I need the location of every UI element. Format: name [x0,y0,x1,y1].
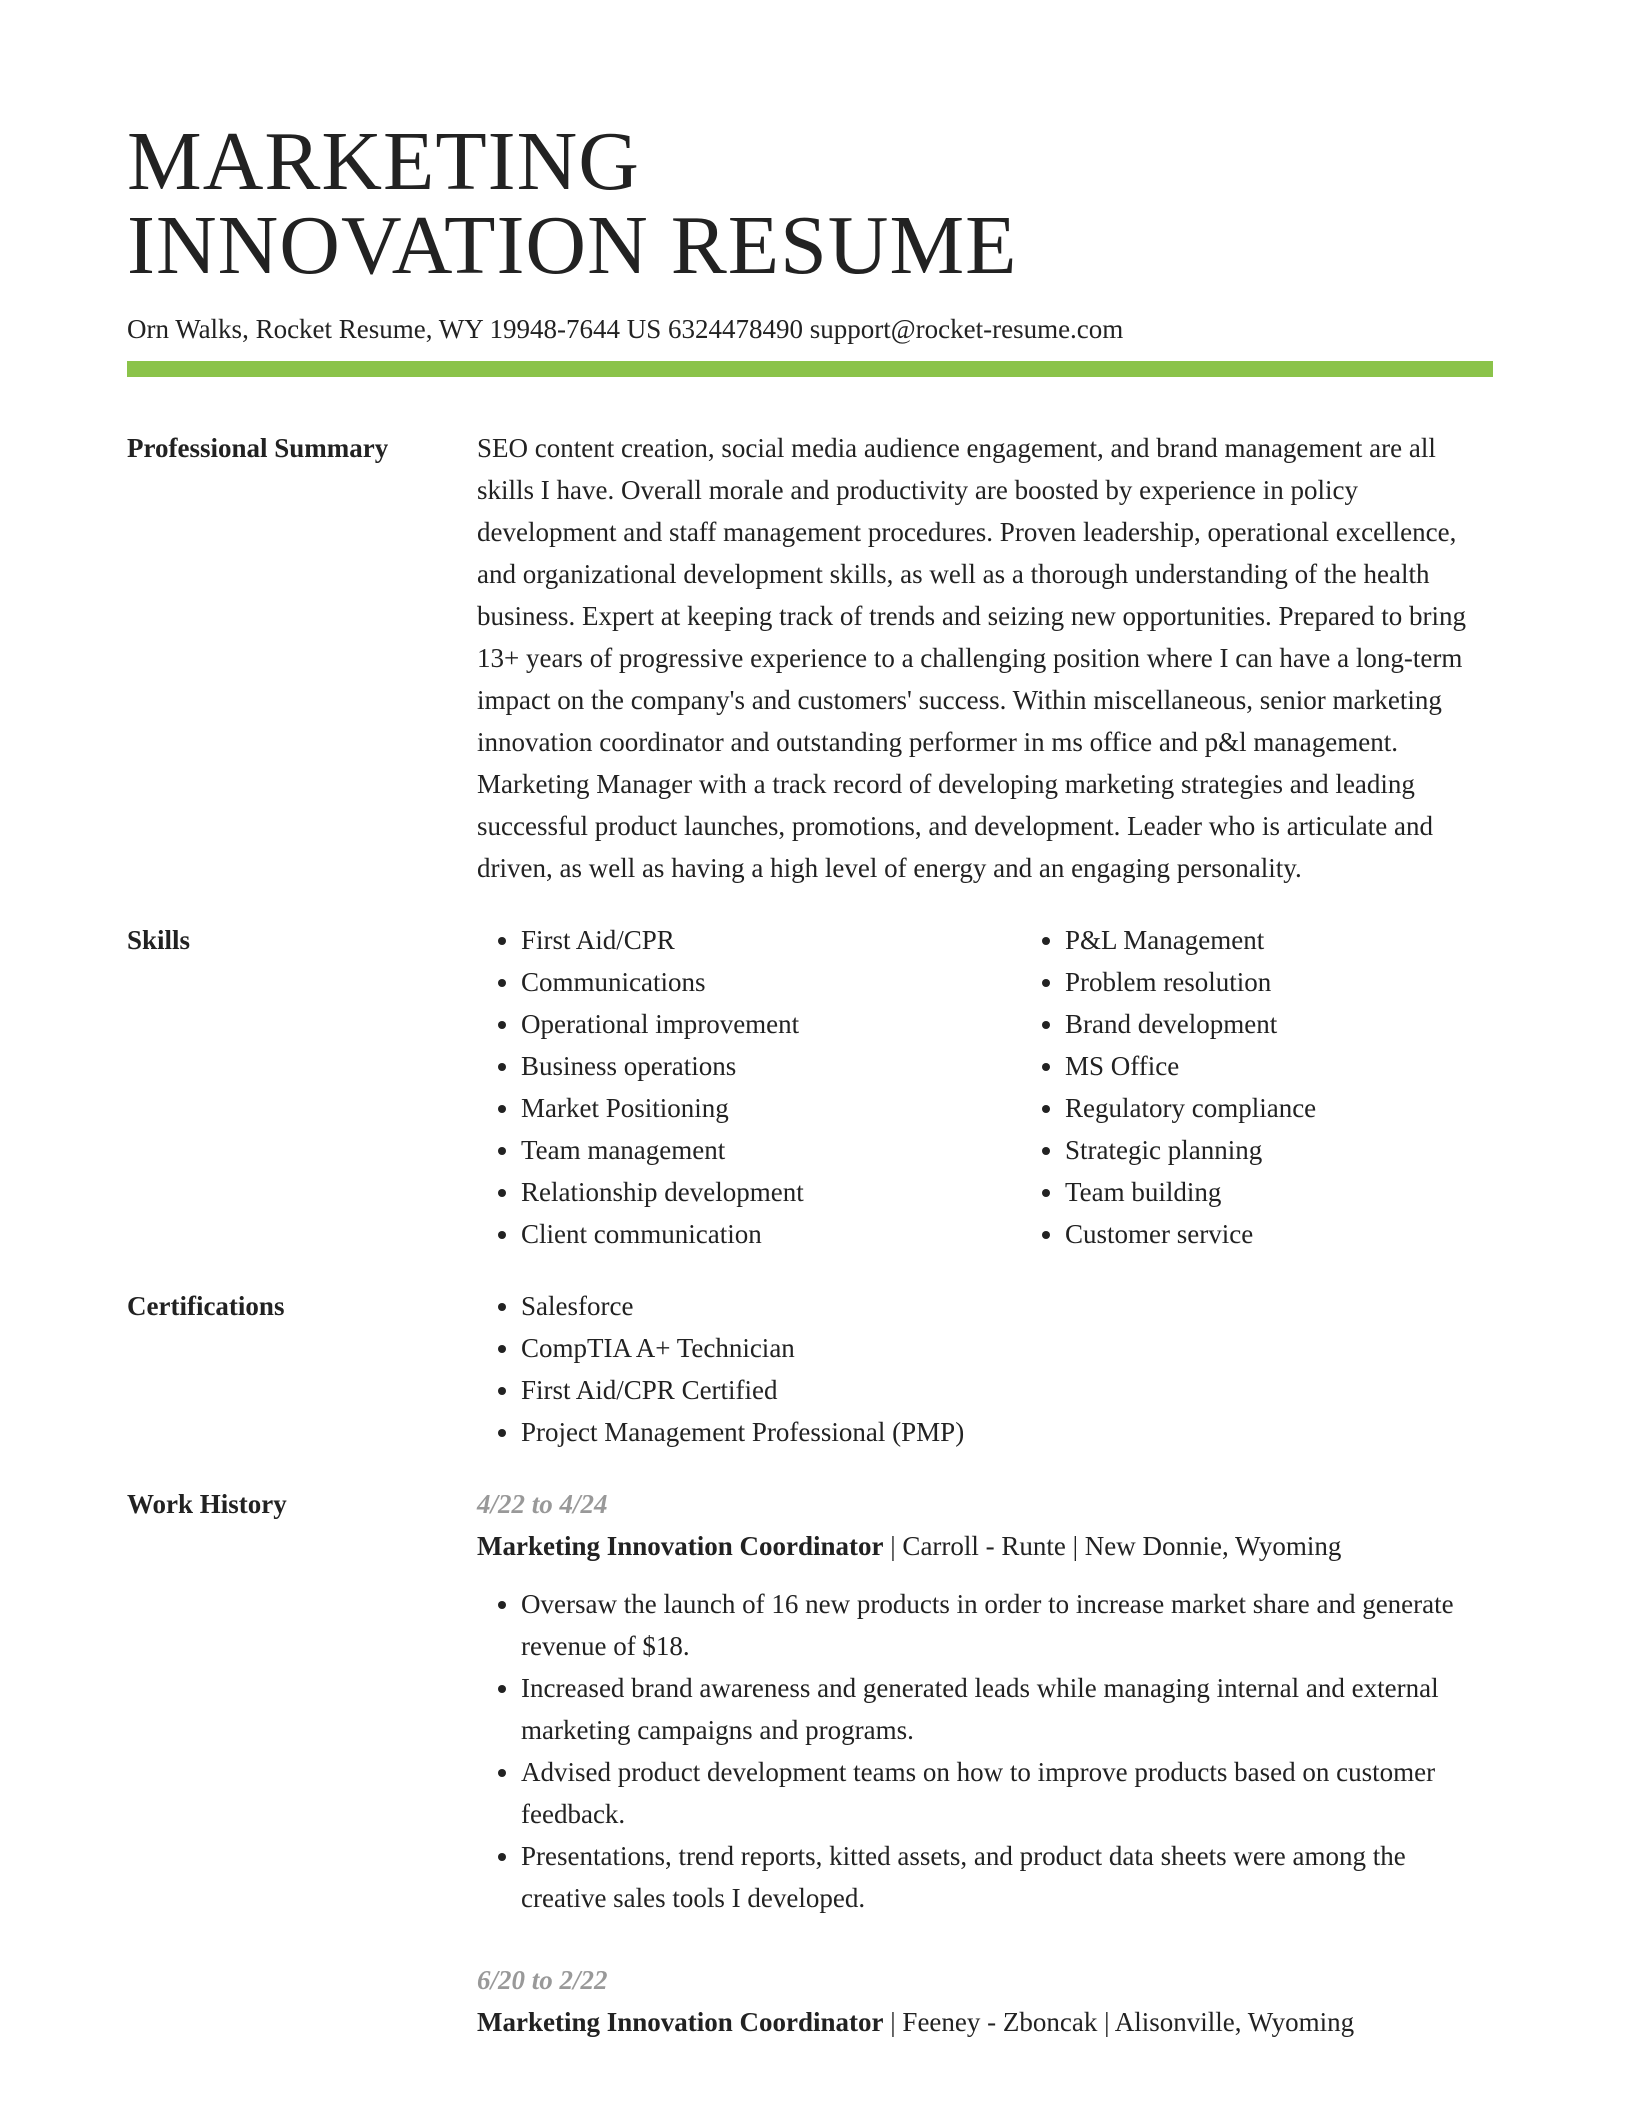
job-title: Marketing Innovation Coordinator [477,1531,884,1561]
skill-item: • Team building [1065,1171,1565,1213]
job-details: | Carroll - Runte | New Donnie, Wyoming [883,1531,1342,1561]
job-title: Marketing Innovation Coordinator [477,2007,884,2037]
skill-item: • Operational improvement [521,1003,1021,1045]
work-history-section [127,1483,1493,2043]
job-bullet: • Oversaw the launch of 16 new products in order to increase market share and generate revenue of $18. [521,1583,1493,1667]
skills-section [127,919,1493,1255]
resume-page [127,115,1493,2043]
certification-item: • CompTIA A+ Technician [521,1327,1493,1369]
skill-item: • MS Office [1065,1045,1565,1087]
job-bullet: • Presentations, trend reports, kitted assets, and product data sheets were among the creative sales tools I developed. [521,1835,1493,1919]
work-history-label: Work History [127,1489,287,1519]
skill-item: • Brand development [1065,1003,1565,1045]
job-bullets [477,1583,1493,1919]
skill-item: • Customer service [1065,1213,1565,1255]
skill-item: • Communications [521,961,1021,1003]
skill-item: • Strategic planning [1065,1129,1565,1171]
accent-divider [127,361,1493,377]
certification-item: • Salesforce [521,1285,1493,1327]
job-entry [477,1959,1493,2043]
job-details: | Feeney - Zboncak | Alisonville, Wyoming [883,2007,1355,2037]
skill-item: • Problem resolution [1065,961,1565,1003]
skill-item: • Regulatory compliance [1065,1087,1565,1129]
skill-item: • Business operations [521,1045,1021,1087]
resume-title [127,115,1493,292]
skills-columns [477,919,1565,1255]
job-bullet: • Advised product development teams on how to improve products based on customer feedback. [521,1751,1493,1835]
summary-section [127,427,1493,889]
job-dates: 6/20 to 2/22 [477,1965,608,1995]
summary-text: SEO content creation, social media audience engagement, and brand management are all skills I have. Overall morale and productivity are boosted by experience in policy development and staff management procedures. Proven leadership, operational excellence, and organizational development skills, as well as a thorough understanding of the health business. Expert at keeping track of trends and seizing new opportunities. Prepared to bring 13+ years of progressive experience to a challenging position where I can have a long-term impact on the company's and customers' success. Within miscellaneous, senior marketing innovation coordinator and outstanding performer in ms office and p&l management. Marketing Manager with a track record of developing marketing strategies and leading successful product launches, promotions, and development. Leader who is articulate and driven, as well as having a high level of energy and an engaging personality. [477,433,1466,883]
certification-item: • Project Management Professional (PMP) [521,1411,1493,1453]
title-line-1: MARKETING [127,115,640,208]
skill-item: • Team management [521,1129,1021,1171]
job-heading [477,2001,1493,2043]
contact-line: Orn Walks, Rocket Resume, WY 19948-7644 US 6324478490 support@rocket-resume.com [127,314,1124,344]
certifications-section [127,1285,1493,1453]
title-line-2: INNOVATION RESUME [127,199,1018,292]
skills-column-2 [1021,919,1565,1255]
certifications-list [477,1285,1493,1453]
certification-item: • First Aid/CPR Certified [521,1369,1493,1411]
certifications-body [477,1285,1493,1453]
skills-label: Skills [127,925,191,955]
skills-column-1 [477,919,1021,1255]
skill-item: • Client communication [521,1213,1021,1255]
skill-item: • First Aid/CPR [521,919,1021,961]
job-bullet: • Increased brand awareness and generated leads while managing internal and external marketing campaigns and programs. [521,1667,1493,1751]
skill-item: • P&L Management [1065,919,1565,961]
skill-item: • Market Positioning [521,1087,1021,1129]
skill-item: • Relationship development [521,1171,1021,1213]
job-entry [477,1483,1493,1919]
job-heading [477,1525,1493,1567]
summary-label: Professional Summary [127,433,389,463]
job-dates: 4/22 to 4/24 [477,1489,608,1519]
certifications-label: Certifications [127,1291,285,1321]
work-history-body [477,1483,1493,2043]
